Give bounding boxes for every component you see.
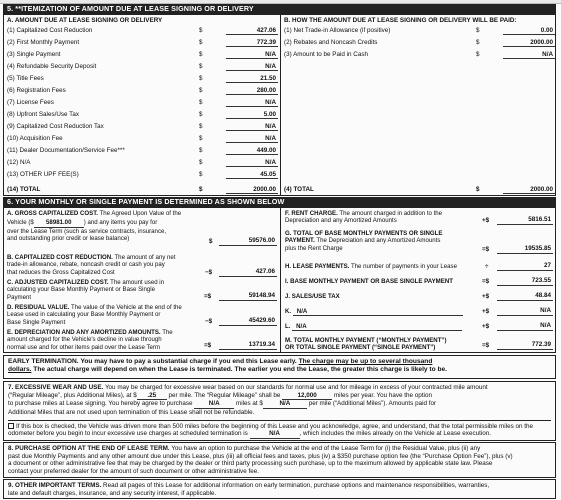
section6-banner: 6. YOUR MONTHLY OR SINGLE PAYMENT IS DETERMINED AS SHOWN BELOW [3,197,556,208]
early-termination-block: EARLY TERMINATION. You may have to pay a substantial charge if you end this Lease early. The charge may be up to several thousand dollars. The actual charge will depend on when the Lease is terminated. The earlier you end the Lease, the greater this charge is likely to be. [3,355,556,379]
dollar-sign: $ [476,186,480,193]
section6-table [3,208,556,353]
dollar-sign: $ [199,27,203,34]
dollar-sign: $ [199,75,203,82]
column-a-row-label: (10) Acquisition Fee [7,135,63,142]
column-a-row-amount: 427.06 [226,26,278,35]
column-a-row-label: (9) Capitalized Cost Reduction Tax [7,123,104,130]
column-a-row [4,74,280,84]
column-a-row [4,134,280,144]
d-operator: −$ [205,318,213,325]
column-b-row [281,50,557,60]
column-a-row-amount: N/A [226,134,278,143]
item-a-gross-cap-cost: A. GROSS CAPITALIZED COST. The Agreed Upon Value of the Vehicle ($ 58981.00 ) and any items you pay for over the Lease Term (such as service contracts, insurance, and outstanding prior credit or lease balance) [7,210,182,243]
l-amount: N/A [497,322,553,331]
a-dollar: $ [209,238,213,245]
high-mileage-checkbox[interactable] [8,423,14,429]
column-a-row [4,62,280,72]
column-a-row-amount: 772.39 [226,38,278,47]
dollar-sign: $ [476,39,480,46]
item-c-adjusted-cap-cost: C. ADJUSTED CAPITALIZED COST. The amount used in calculating your Base Monthly Payment or Base Single Payment [7,279,165,301]
column-a-row-label: (1) Capitalized Cost Reduction [7,27,93,34]
section5-banner: 5. **ITEMIZATION OF AMOUNT DUE AT LEASE SIGNING OR DELIVERY [3,4,556,15]
column-a-row-label: (13) OTHER UPF FEE(S) [7,171,79,178]
f-amount: 5816.51 [497,216,553,225]
column-a-row-amount: 21.50 [226,74,278,83]
dollar-sign: $ [199,99,203,106]
item-i-base-monthly: I. BASE MONTHLY PAYMENT OR BASE SINGLE PAYMENT [285,278,453,285]
column-divider [280,208,281,352]
column-a-row-label: (12) N/A [7,159,31,166]
g-amount: 19535.85 [497,245,553,254]
column-a-row-amount: N/A [226,122,278,131]
column-a-row [4,158,280,168]
dollar-sign: $ [199,63,203,70]
h-amount: 27 [497,262,553,271]
dollar-sign: $ [199,39,203,46]
item-m-total-monthly: M. TOTAL MONTHLY PAYMENT (“MONTHLY PAYMENT”) OR TOTAL SINGLE PAYMENT (“SINGLE PAYMENT”) [285,337,447,352]
f-operator: +$ [482,217,490,224]
l-operator: +$ [482,323,490,330]
column-a-row [4,38,280,48]
column-b-row-amount: 0.00 [503,26,555,35]
dollar-sign: $ [199,147,203,154]
column-b-row [281,38,557,48]
dollar-sign: $ [199,171,203,178]
dollar-sign: $ [476,51,480,58]
item-e-depreciation: E. DEPRECIATION AND ANY AMORTIZED AMOUNTS. The amount charged for the Vehicle's decline in value through normal use and for other items paid over the Lease Term [7,329,173,351]
column-a-row [4,26,280,36]
b-operator: −$ [205,269,213,276]
column-a-row-amount: N/A [226,158,278,167]
i-operator: =$ [482,278,490,285]
column-b-header: B. HOW THE AMOUNT DUE AT LEASE SIGNING OR DELIVERY WILL BE PAID: [284,17,517,24]
column-a-row-amount: 45.05 [226,170,278,179]
column-a-total-row [4,185,280,195]
column-a-row [4,146,280,156]
column-a-row [4,86,280,96]
j-amount: 48.84 [497,292,553,301]
item-d-residual-value: D. RESIDUAL VALUE. The value of the Vehicle at the end of the Lease used in calculating your Base Monthly Payment or Base Single Payment [7,304,182,326]
column-b-total-label: (4) TOTAL [284,186,314,193]
column-b-row-label: (3) Amount to be Paid in Cash [284,51,369,58]
odometer-miles: N/A [250,430,300,439]
column-a-row [4,110,280,120]
a-amount: 59576.00 [219,237,277,246]
column-a-row-amount: N/A [226,50,278,59]
column-a-row [4,170,280,180]
column-a-row-amount: N/A [226,98,278,107]
d-amount: 45429.60 [219,317,277,326]
dollar-sign: $ [199,186,203,193]
column-a-row-label: (3) Single Payment [7,51,61,58]
column-b-row [281,26,557,36]
e-operator: =$ [204,342,212,349]
b-amount: 427.06 [219,268,277,277]
item-k: K. N/A [285,308,477,316]
item-h-lease-payments: H. LEASE PAYMENTS. The number of payments in your Lease [285,263,457,270]
i-amount: 723.55 [497,277,553,286]
dollar-sign: $ [199,87,203,94]
column-b-row-amount: 2000.00 [503,38,555,47]
c-amount: 59148.94 [219,292,277,301]
dollar-sign: $ [199,123,203,130]
column-a-row-label: (8) Upfront Sales/Use Tax [7,111,79,118]
m-operator: =$ [482,342,490,349]
additional-mile-rate: N/A [263,400,307,409]
k-amount: N/A [497,307,553,316]
column-a-row [4,122,280,132]
column-b-row-amount: N/A [503,50,555,59]
item-b-cap-cost-reduction: B. CAPITALIZED COST REDUCTION. The amount of any net trade-in allowance, rebate, noncash credit or cash you pay that reduces the Gross Capitalized Cost [7,254,176,276]
column-a-row-amount: 449.00 [226,146,278,155]
section5-table [3,15,556,196]
column-b [281,15,557,195]
m-amount: 772.39 [497,341,553,350]
section7-excess-wear: 7. EXCESSIVE WEAR AND USE. You may be charged for excessive wear based on our standards for normal use and for mileage in excess of your contracted mile amount (“Regular Mileage”, plus Additional Miles), at $ .25 per mile. The “Regular Mileage” shall be 12,000 miles per year. You have the option to purchase miles at Lease signing. You hereby agree to purchase N/A miles at $ N/A per mile (“Additional Miles”). Amounts paid for Additional Miles that are not used upon termination of this Lease shall not be refundable. If this box is checked, the Vehicle was driven more than 500 miles before the beginning of this Lease and you acknowledge, agree, and understand, that the total permissible miles on the odometer before you begin to incur excessive use charges at scheduled termination is N/A , which includes the miles already on the Vehicle at Lease execution. [3,381,556,441]
column-a [4,15,280,195]
column-b-total-row [281,185,557,195]
additional-miles: N/A [194,400,234,409]
column-a-row-label: (4) Refundable Security Deposit [7,63,97,70]
regular-mileage: 12,000 [282,392,332,401]
column-a-row [4,50,280,60]
dollar-sign: $ [476,27,480,34]
column-a-total-amount: 2000.00 [226,185,278,194]
column-a-row-label: (6) Registration Fees [7,87,66,94]
item-j-sales-tax: J. SALES/USE TAX [285,293,340,300]
item-f-rent-charge: F. RENT CHARGE. The amount charged in addition to the Depreciation and any Amortized Amounts [285,210,443,225]
column-a-total-label: (14) TOTAL [7,186,41,193]
column-a-row-label: (11) Dealer Documentation/Service Fee*** [7,147,125,154]
j-operator: +$ [482,293,490,300]
column-b-total-amount: 2000.00 [503,185,555,194]
column-a-row-amount: N/A [226,62,278,71]
k-operator: +$ [482,308,490,315]
column-a-row-label: (7) License Fees [7,99,54,106]
vehicle-value: 58981.00 [34,219,84,227]
item-l: L. N/A [285,323,477,331]
g-operator: =$ [482,246,490,253]
column-a-row-amount: 280.00 [226,86,278,95]
column-a-row-amount: 5.00 [226,110,278,119]
column-a-row [4,98,280,108]
column-b-row-label: (2) Rebates and Noncash Credits [284,39,378,46]
column-a-header: A. AMOUNT DUE AT LEASE SIGNING OR DELIVERY [7,17,163,24]
column-b-row-label: (1) Net Trade-in Allowance (if positive) [284,27,391,34]
dollar-sign: $ [199,111,203,118]
dollar-sign: $ [199,159,203,166]
column-a-row-label: (2) First Monthly Payment [7,39,80,46]
e-amount: 13719.34 [219,341,277,350]
section9-other-terms: 9. OTHER IMPORTANT TERMS. Read all pages of this Lease for additional information on early termination, purchase options and maintenance responsibilities, warranties, late and default charges, insurance, and any security interest, if applicable. [3,479,556,499]
dollar-sign: $ [199,51,203,58]
c-operator: =$ [204,293,212,300]
excess-mile-rate: .25 [137,392,167,401]
column-a-row-label: (5) Title Fees [7,75,44,82]
section8-purchase-option: 8. PURCHASE OPTION AT THE END OF LEASE TERM. You have an option to purchase the Vehicle at the end of the Lease Term for (i) the Residual Value, plus (ii) any past due Monthly Payments and any other amount due under this Lease, plus (iii) all official fees and taxes, plus (iv) a $350 purchase option fee (the “Purchase Option Fee”), plus (v) a document or other administrative fee that may be charged by the dealer or third party processing such purchase, up to the maximum allowed by applicable state law. Please contact your preferred dealer for the amount of such document or other administrative fee. [3,442,556,478]
item-g-total-base-payments: G. TOTAL OF BASE MONTHLY PAYMENTS OR SINGLE PAYMENT. The Depreciation and any Amortized Amounts plus the Rent Charge [285,230,443,252]
h-operator: ÷ [485,263,489,270]
dollar-sign: $ [199,135,203,142]
